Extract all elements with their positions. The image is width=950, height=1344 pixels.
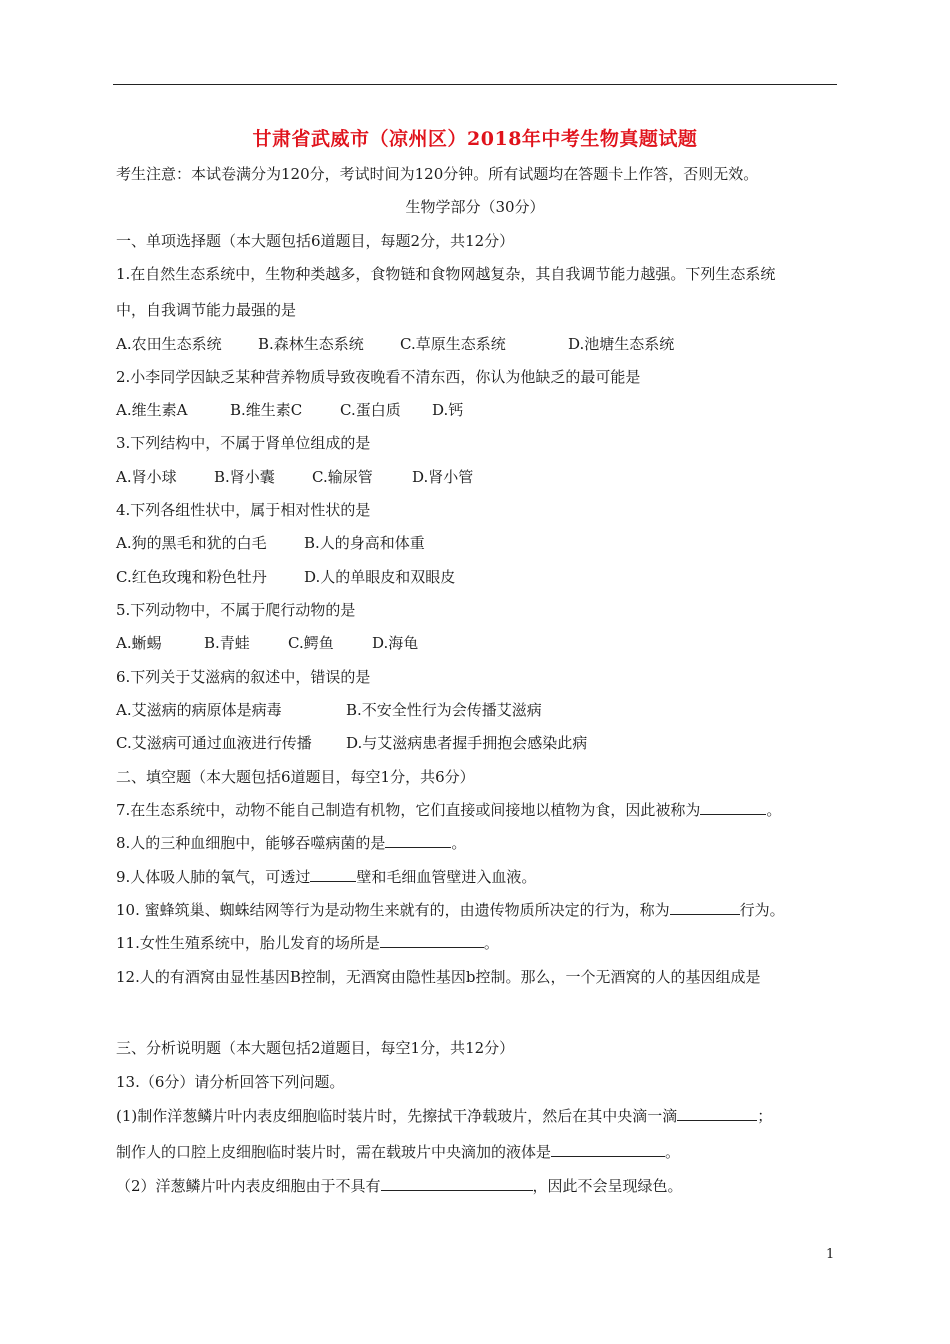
q5-option-d: D.海龟 xyxy=(372,634,419,652)
q4-option-d: D.人的单眼皮和双眼皮 xyxy=(304,568,456,586)
q2-option-c: C.蛋白质 xyxy=(340,401,401,419)
q4-stem: 4.下列各组性状中，属于相对性状的是 xyxy=(116,501,371,519)
q8 xyxy=(116,833,466,853)
q9-text-after: 壁和毛细血管壁进入血液。 xyxy=(356,868,537,886)
q2-stem: 2.小李同学因缺乏某种营养物质导致夜晚看不清东西，你认为他缺乏的最可能是 xyxy=(116,368,641,386)
q13-sub2-text-before: （2）洋葱鳞片叶内表皮细胞由于不具有 xyxy=(116,1177,381,1195)
q13-sub1b-answer-blank[interactable] xyxy=(551,1142,665,1157)
q13-sub1-line1 xyxy=(116,1106,772,1126)
q10-text-after: 行为。 xyxy=(739,901,785,919)
q8-text-after: 。 xyxy=(451,834,467,852)
q7-answer-blank[interactable] xyxy=(700,800,766,815)
q6-stem: 6.下列关于艾滋病的叙述中，错误的是 xyxy=(116,668,371,686)
q6-option-d: D.与艾滋病患者握手拥抱会感染此病 xyxy=(346,734,588,752)
q9-answer-blank[interactable] xyxy=(310,867,356,882)
q1-option-d: D.池塘生态系统 xyxy=(568,335,675,353)
q1-stem-line2: 中，自我调节能力最强的是 xyxy=(116,301,297,319)
section-title: 生物学部分（30分） xyxy=(405,198,545,216)
q13-stem: 13.（6分）请分析回答下列问题。 xyxy=(116,1073,345,1091)
q8-text-before: 8.人的三种血细胞中，能够吞噬病菌的是 xyxy=(116,834,386,852)
q13-sub1-line2 xyxy=(116,1142,680,1162)
q8-answer-blank[interactable] xyxy=(385,833,451,848)
exam-notice: 考生注意：本试卷满分为120分，考试时间为120分钟。所有试题均在答题卡上作答，否则无效。 xyxy=(116,165,759,183)
q12: 12.人的有酒窝由显性基因B控制，无酒窝由隐性基因b控制。那么，一个无酒窝的人的基因组成是 xyxy=(116,968,761,986)
q6-option-c: C.艾滋病可通过血液进行传播 xyxy=(116,734,312,752)
q7-text-before: 7.在生态系统中，动物不能自己制造有机物，它们直接或间接地以植物为食，因此被称为 xyxy=(116,801,701,819)
q11-text-before: 11.女性生殖系统中，胎儿发育的场所是 xyxy=(116,934,380,952)
q2-options xyxy=(116,400,463,420)
q6-option-a: A.艾滋病的病原体是病毒 xyxy=(116,701,282,719)
q4-option-a: A.狗的黑毛和犹的白毛 xyxy=(116,534,267,552)
q3-option-d: D.肾小管 xyxy=(412,468,474,486)
q10-answer-blank[interactable] xyxy=(670,900,740,915)
q6-option-b: B.不安全性行为会传播艾滋病 xyxy=(346,701,542,719)
q9 xyxy=(116,867,536,887)
q2-option-d: D.钙 xyxy=(432,401,464,419)
q11-answer-blank[interactable] xyxy=(380,933,484,948)
q4-options-row1 xyxy=(116,533,425,553)
q3-option-b: B.肾小囊 xyxy=(214,468,275,486)
q5-options xyxy=(116,633,418,653)
part1-heading: 一、单项选择题（本大题包括6道题目，每题2分，共12分） xyxy=(116,232,515,250)
q10 xyxy=(116,900,785,920)
q5-stem: 5.下列动物中，不属于爬行动物的是 xyxy=(116,601,356,619)
page-number: 1 xyxy=(826,1247,835,1262)
document-title: 甘肃省武威市（凉州区）2018年中考生物真题试题 xyxy=(252,128,698,150)
q10-text-before: 10. 蜜蜂筑巢、蜘蛛结网等行为是动物生来就有的，由遗传物质所决定的行为，称为 xyxy=(116,901,670,919)
q3-option-c: C.输尿管 xyxy=(312,468,373,486)
q11 xyxy=(116,933,499,953)
q13-sub2 xyxy=(116,1176,683,1196)
part3-heading: 三、分析说明题（本大题包括2道题目，每空1分，共12分） xyxy=(116,1039,515,1057)
q4-option-b: B.人的身高和体重 xyxy=(304,534,425,552)
q13-sub2-answer-blank[interactable] xyxy=(381,1176,533,1191)
q1-options xyxy=(116,334,674,354)
q4-option-c: C.红色玫瑰和粉色牡丹 xyxy=(116,568,267,586)
q1-option-a: A.农田生态系统 xyxy=(116,335,222,353)
q3-option-a: A.肾小球 xyxy=(116,468,177,486)
q5-option-b: B.青蛙 xyxy=(204,634,250,652)
q13-sub1a-text-before: (1)制作洋葱鳞片叶内表皮细胞临时装片时，先擦拭干净载玻片，然后在其中央滴一滴 xyxy=(116,1107,678,1125)
q13-sub1b-text-before: 制作人的口腔上皮细胞临时装片时，需在载玻片中央滴加的液体是 xyxy=(116,1143,552,1161)
q3-options xyxy=(116,467,473,487)
q1-option-b: B.森林生态系统 xyxy=(258,335,364,353)
q7-text-after: 。 xyxy=(766,801,782,819)
q2-option-b: B.维生素C xyxy=(230,401,303,419)
q4-options-row2 xyxy=(116,567,455,587)
q9-text-before: 9.人体吸人肺的氧气，可透过 xyxy=(116,868,311,886)
q5-option-a: A.蜥蜴 xyxy=(116,634,162,652)
q2-option-a: A.维生素A xyxy=(116,401,188,419)
q6-options-row1 xyxy=(116,700,542,720)
q3-stem: 3.下列结构中，不属于肾单位组成的是 xyxy=(116,434,371,452)
part2-heading: 二、填空题（本大题包括6道题目，每空1分，共6分） xyxy=(116,768,475,786)
q13-sub2-text-after: ，因此不会呈现绿色。 xyxy=(532,1177,683,1195)
q5-option-c: C.鳄鱼 xyxy=(288,634,334,652)
q13-sub1b-text-after: 。 xyxy=(665,1143,681,1161)
header-rule xyxy=(113,84,837,85)
q13-sub1a-text-after: ； xyxy=(757,1107,773,1125)
q11-text-after: 。 xyxy=(483,934,499,952)
q13-sub1a-answer-blank[interactable] xyxy=(677,1106,757,1121)
q1-option-c: C.草原生态系统 xyxy=(400,335,506,353)
q1-stem-line1: 1.在自然生态系统中，生物种类越多，食物链和食物网越复杂，其自我调节能力越强。下列生态系统 xyxy=(116,265,776,283)
q7 xyxy=(116,800,781,820)
q6-options-row2 xyxy=(116,733,587,753)
